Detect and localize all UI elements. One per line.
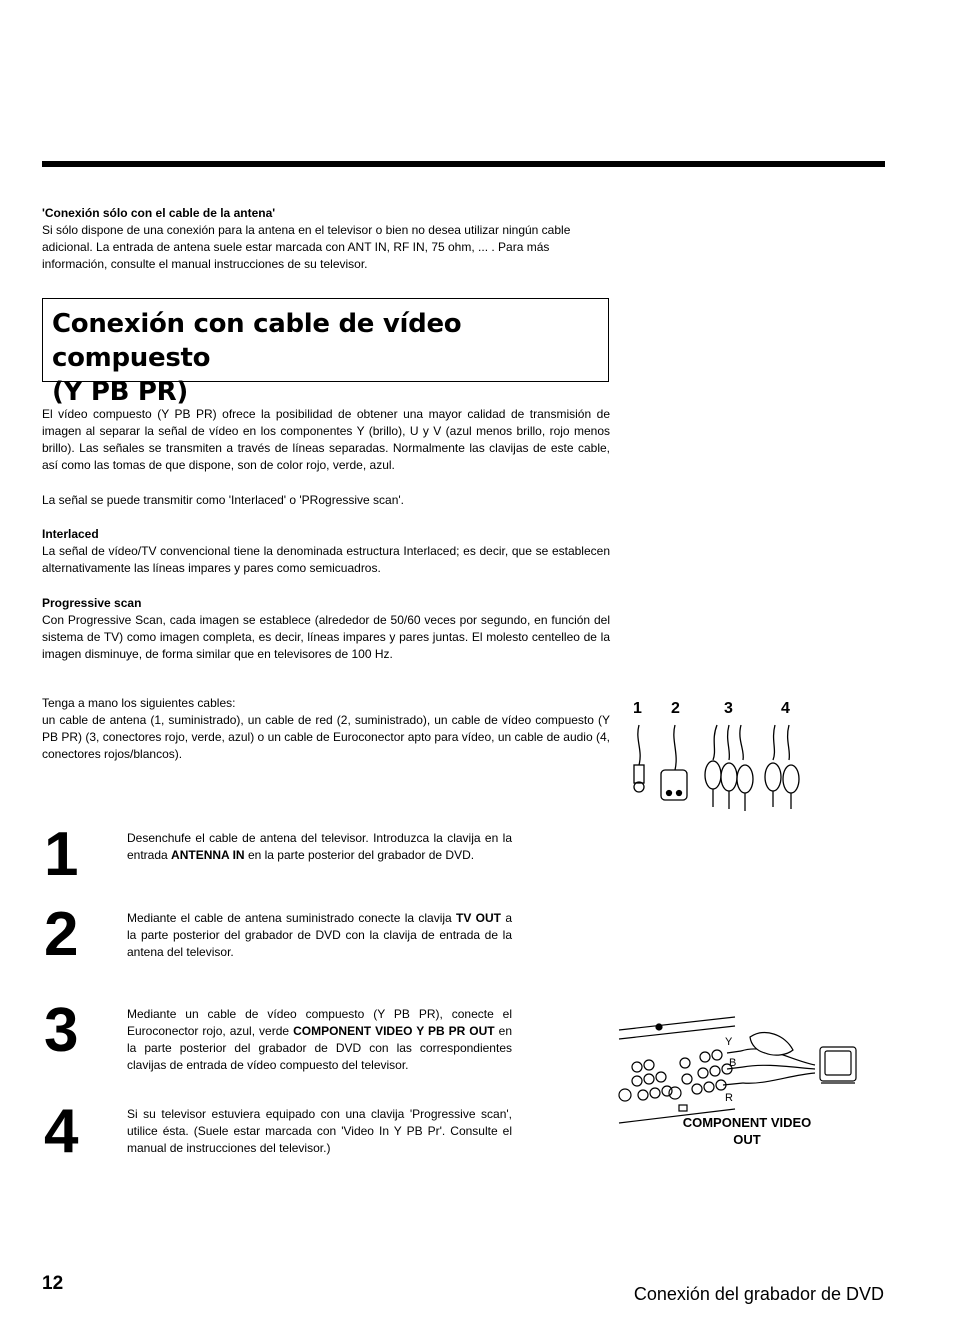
interlaced-block bbox=[42, 526, 610, 577]
section-title bbox=[52, 307, 608, 409]
page-number: 12 bbox=[42, 1273, 64, 1294]
cables-block bbox=[42, 695, 610, 763]
keyword-component-video-out: COMPONENT VIDEO Y PB PR OUT bbox=[293, 1024, 495, 1038]
intro-heading: 'Conexión sólo con el cable de la antena' bbox=[42, 206, 276, 220]
step-number-3: 3 bbox=[44, 996, 77, 1065]
progressive-heading: Progressive scan bbox=[42, 596, 142, 610]
intro-text: Si sólo dispone de una conexión para la antena en el televisor o bien no desea utilizar ningún cable adicional. La entrada de antena suele estar marcada con ANT IN, RF IN, 75 ohm, ... . Para más información, consulte el manual instrucciones de su televisor. bbox=[42, 223, 571, 271]
section-title-line2: (Y PB PR) bbox=[52, 377, 188, 407]
para-component-video: El vídeo compuesto (Y PB PR) ofrece la posibilidad de obtener una mayor calidad de transmisión de imagen al separar la señal de vídeo en los componentes Y (brillo), U y V (azul menos brillo, rojo menos brillo). Las señales se transmiten a través de líneas separadas. Normalmente las clavijas de este cable, así como las tomas de que dispone, son de color rojo, verde, azul. bbox=[42, 407, 610, 472]
component-video-diagram bbox=[615, 1005, 865, 1150]
diagram-label-line1: COMPONENT VIDEO bbox=[682, 1115, 812, 1130]
header-rule bbox=[42, 161, 885, 167]
step-text-3: Mediante un cable de vídeo compuesto (Y PB PR), conecte el Euroconector rojo, azul, verde COMPONENT VIDEO Y PB PR OUT en la parte posterior del grabador de DVD con las correspondientes clavijas de entrada de vídeo compuesto del televisor. bbox=[127, 1007, 513, 1072]
interlaced-text: La señal de vídeo/TV convencional tiene la denominada estructura Interlaced; es decir, que se establecen alternativamente las líneas impares y pares como semicuadros. bbox=[42, 544, 610, 575]
jack-label-pb: B bbox=[729, 1057, 737, 1069]
progressive-block bbox=[42, 595, 610, 663]
interlaced-heading: Interlaced bbox=[42, 527, 99, 541]
progressive-text: Con Progressive Scan, cada imagen se establece (alrededor de 50/60 veces por segundo, en función del sistema de TV) como imagen completa, es decir, líneas impares y pares juntas. El molesto centelleo de la imagen disminuye, de forma similar que en televisores de 100 Hz. bbox=[42, 613, 610, 661]
step-number-2: 2 bbox=[44, 900, 77, 969]
jack-cluster-left bbox=[619, 1058, 692, 1101]
keyword-tv-out: TV OUT bbox=[456, 911, 501, 925]
step-text-2: Mediante el cable de antena suministrado conecte la clavija TV OUT a la parte posterior del grabador de DVD con la clavija de entrada de la antena del televisor. bbox=[127, 911, 512, 959]
step-text-1: Desenchufe el cable de antena del televisor. Introduzca la clavija en la entrada ANTENNA IN en la parte posterior del grabador de DVD. bbox=[127, 831, 512, 862]
jack-label-y: Y bbox=[725, 1036, 733, 1048]
cable-label-3: 3 bbox=[724, 700, 733, 717]
cable-label-4: 4 bbox=[781, 700, 790, 717]
diagram-label-line2: OUT bbox=[733, 1132, 761, 1147]
section-title-box bbox=[42, 298, 609, 407]
cables-text: un cable de antena (1, suministrado), un cable de red (2, suministrado), un cable de vídeo compuesto (Y PB PR) (3, conectores rojo, verde, azul) o un cable de Euroconector apto para vídeo, un cable de audio (4, conectores rojos/blancos). bbox=[42, 713, 610, 761]
cables-intro: Tenga a mano los siguientes cables: bbox=[42, 696, 236, 710]
section-title-line1: Conexión con cable de vídeo compuesto bbox=[52, 309, 462, 373]
footer-section-title: Conexión del grabador de DVD bbox=[633, 1284, 884, 1304]
step-text-4: Si su televisor estuviera equipado con una clavija 'Progressive scan', utilice ésta. (Suele estar marcada con 'Video In Y PB Pr'. Consulte el manual de instrucciones del televisor.) bbox=[127, 1107, 512, 1155]
para-signal-modes: La señal se puede transmitir como 'Interlaced' o 'PRogressive scan'. bbox=[42, 493, 405, 507]
intro-block bbox=[42, 205, 612, 273]
jack-label-pr: R bbox=[725, 1092, 733, 1104]
step-number-4: 4 bbox=[44, 1097, 77, 1166]
keyword-antenna-in: ANTENNA IN bbox=[171, 848, 245, 862]
step-number-1: 1 bbox=[44, 820, 77, 889]
cable-label-1: 1 bbox=[633, 700, 642, 717]
cables-illustration bbox=[625, 695, 810, 815]
cable-label-2: 2 bbox=[671, 700, 680, 717]
